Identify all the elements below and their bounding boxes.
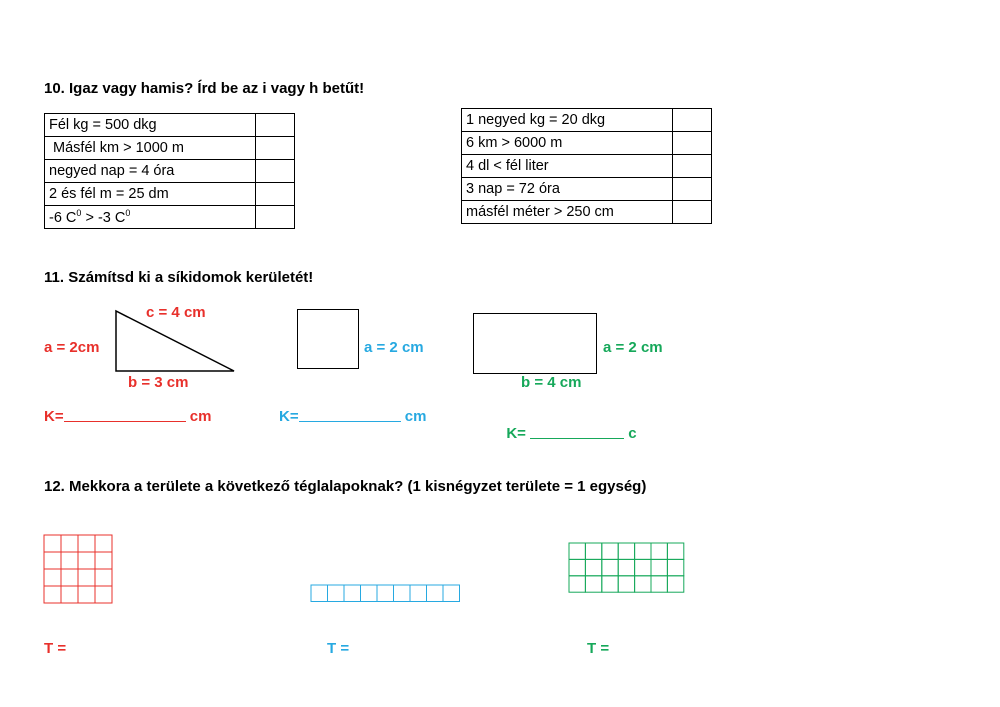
grid-cell: [585, 559, 601, 575]
grid-cell: [651, 559, 667, 575]
answer-prefix: K=: [44, 408, 64, 425]
grid-cell: [618, 576, 634, 592]
grid-cell: [602, 543, 618, 559]
grid-cell: [569, 576, 585, 592]
grid-red: [43, 534, 113, 604]
grid-cell: [635, 576, 651, 592]
grid-cell: [344, 585, 361, 602]
area-answer-blue: T =: [327, 640, 350, 657]
grid-cell: [651, 543, 667, 559]
triangle-perimeter-answer: [44, 408, 211, 425]
statement-cell: Másfél km > 1000 m: [45, 137, 256, 160]
rectangle-side-a: a = 2 cm: [603, 339, 663, 356]
triangle-side-c: c = 4 cm: [146, 304, 206, 321]
answer-input[interactable]: [673, 201, 711, 223]
answer-cell[interactable]: [673, 155, 712, 178]
answer-cell[interactable]: [256, 183, 295, 206]
answer-unit: cm: [185, 408, 212, 425]
answer-blank[interactable]: [299, 408, 401, 422]
square-perimeter-answer: [279, 408, 426, 425]
square-side-a: a = 2 cm: [364, 339, 424, 356]
grid-cell: [651, 576, 667, 592]
grid-cell: [585, 543, 601, 559]
grid-cell: [377, 585, 394, 602]
grid-cell: [410, 585, 427, 602]
table-row: [462, 109, 712, 132]
grid-cell: [44, 535, 61, 552]
triangle-side-a: a = 2cm: [44, 339, 100, 356]
table-row: [45, 183, 295, 206]
grid-cell: [44, 552, 61, 569]
grid-cell: [585, 576, 601, 592]
grid-green: [568, 542, 684, 595]
rectangle-side-b: b = 4 cm: [521, 374, 582, 391]
grid-cell: [667, 559, 683, 575]
grid-cell: [361, 585, 378, 602]
answer-input[interactable]: [673, 155, 711, 177]
grid-cell: [667, 576, 683, 592]
answer-cell[interactable]: [256, 206, 295, 229]
answer-cell[interactable]: [673, 178, 712, 201]
grid-blue: [310, 584, 464, 603]
statement-part: -6 C: [49, 209, 77, 226]
grid-cell: [78, 552, 95, 569]
grid-cell: [61, 552, 78, 569]
perimeter-input[interactable]: [299, 410, 401, 424]
area-answer-green: T =: [587, 640, 610, 657]
statement-cell: 6 km > 6000 m: [462, 132, 673, 155]
statement-cell: [45, 206, 256, 229]
q11-heading: 11. Számítsd ki a síkidomok kerületét!: [44, 269, 314, 286]
answer-cell[interactable]: [673, 132, 712, 155]
grid-cell: [78, 535, 95, 552]
rectangle-shape: [473, 313, 597, 374]
grid-cell: [95, 569, 112, 586]
grid-cell: [44, 569, 61, 586]
grid-cell: [61, 586, 78, 603]
answer-input[interactable]: [256, 206, 294, 228]
grid-cell: [394, 585, 411, 602]
answer-blank[interactable]: [64, 408, 186, 422]
grid-cell: [635, 543, 651, 559]
grid-cell: [427, 585, 444, 602]
grid-cell: [602, 559, 618, 575]
grid-cell: [602, 576, 618, 592]
answer-unit: c: [624, 425, 637, 442]
table-row: [462, 132, 712, 155]
answer-unit: cm: [400, 408, 427, 425]
grid-cell: [95, 535, 112, 552]
grid-cell: [443, 585, 460, 602]
answer-input[interactable]: [256, 160, 294, 182]
rectangle-perimeter-answer: [498, 408, 637, 442]
answer-cell[interactable]: [673, 201, 712, 224]
q10-heading: 10. Igaz vagy hamis? Írd be az i vagy h betűt!: [44, 80, 365, 97]
statement-cell: 1 negyed kg = 20 dkg: [462, 109, 673, 132]
grid-cell: [569, 559, 585, 575]
degree-sup: 0: [76, 208, 82, 219]
triangle-side-b: b = 3 cm: [128, 374, 189, 391]
grid-cell: [78, 569, 95, 586]
table-row: [45, 160, 295, 183]
q10-right-table: [461, 108, 712, 224]
statement-cell: Fél kg = 500 dkg: [45, 114, 256, 137]
table-row: [45, 206, 295, 229]
table-row: [462, 155, 712, 178]
square-shape: [297, 309, 359, 369]
perimeter-input[interactable]: [64, 410, 186, 424]
statement-cell: negyed nap = 4 óra: [45, 160, 256, 183]
grid-cell: [95, 586, 112, 603]
grid-cell: [328, 585, 345, 602]
area-answer-red: T =: [44, 640, 67, 657]
q12-heading: 12. Mekkora a területe a következő téglalapoknak? (1 kisnégyzet területe = 1 egység): [44, 478, 647, 495]
table-row: [45, 137, 295, 160]
answer-input[interactable]: [256, 114, 294, 136]
grid-cell: [61, 535, 78, 552]
answer-input[interactable]: [256, 183, 294, 205]
perimeter-input[interactable]: [530, 427, 624, 441]
grid-cell: [667, 543, 683, 559]
grid-cell: [618, 559, 634, 575]
answer-input[interactable]: [673, 178, 711, 200]
grid-cell: [61, 569, 78, 586]
answer-input[interactable]: [256, 137, 294, 159]
statement-cell: 2 és fél m = 25 dm: [45, 183, 256, 206]
answer-cell[interactable]: [256, 114, 295, 137]
answer-cell[interactable]: [256, 137, 295, 160]
grid-cell: [618, 543, 634, 559]
grid-cell: [569, 543, 585, 559]
statement-cell: másfél méter > 250 cm: [462, 201, 673, 224]
grid-cell: [635, 559, 651, 575]
grid-cell: [95, 552, 112, 569]
statement-cell: 3 nap = 72 óra: [462, 178, 673, 201]
table-row: [462, 201, 712, 224]
grid-cell: [78, 586, 95, 603]
degree-sup: 0: [125, 208, 131, 219]
answer-prefix: K=: [279, 408, 299, 425]
answer-input[interactable]: [673, 132, 711, 154]
statement-part: > -3 C: [81, 209, 126, 226]
answer-cell[interactable]: [256, 160, 295, 183]
grid-cell: [311, 585, 328, 602]
grid-cell: [44, 586, 61, 603]
q10-left-table: [44, 113, 295, 229]
answer-blank[interactable]: [530, 425, 624, 439]
answer-prefix: K=: [506, 425, 531, 442]
table-row: [462, 178, 712, 201]
table-row: [45, 114, 295, 137]
statement-cell: 4 dl < fél liter: [462, 155, 673, 178]
answer-input[interactable]: [673, 109, 711, 131]
answer-cell[interactable]: [673, 109, 712, 132]
